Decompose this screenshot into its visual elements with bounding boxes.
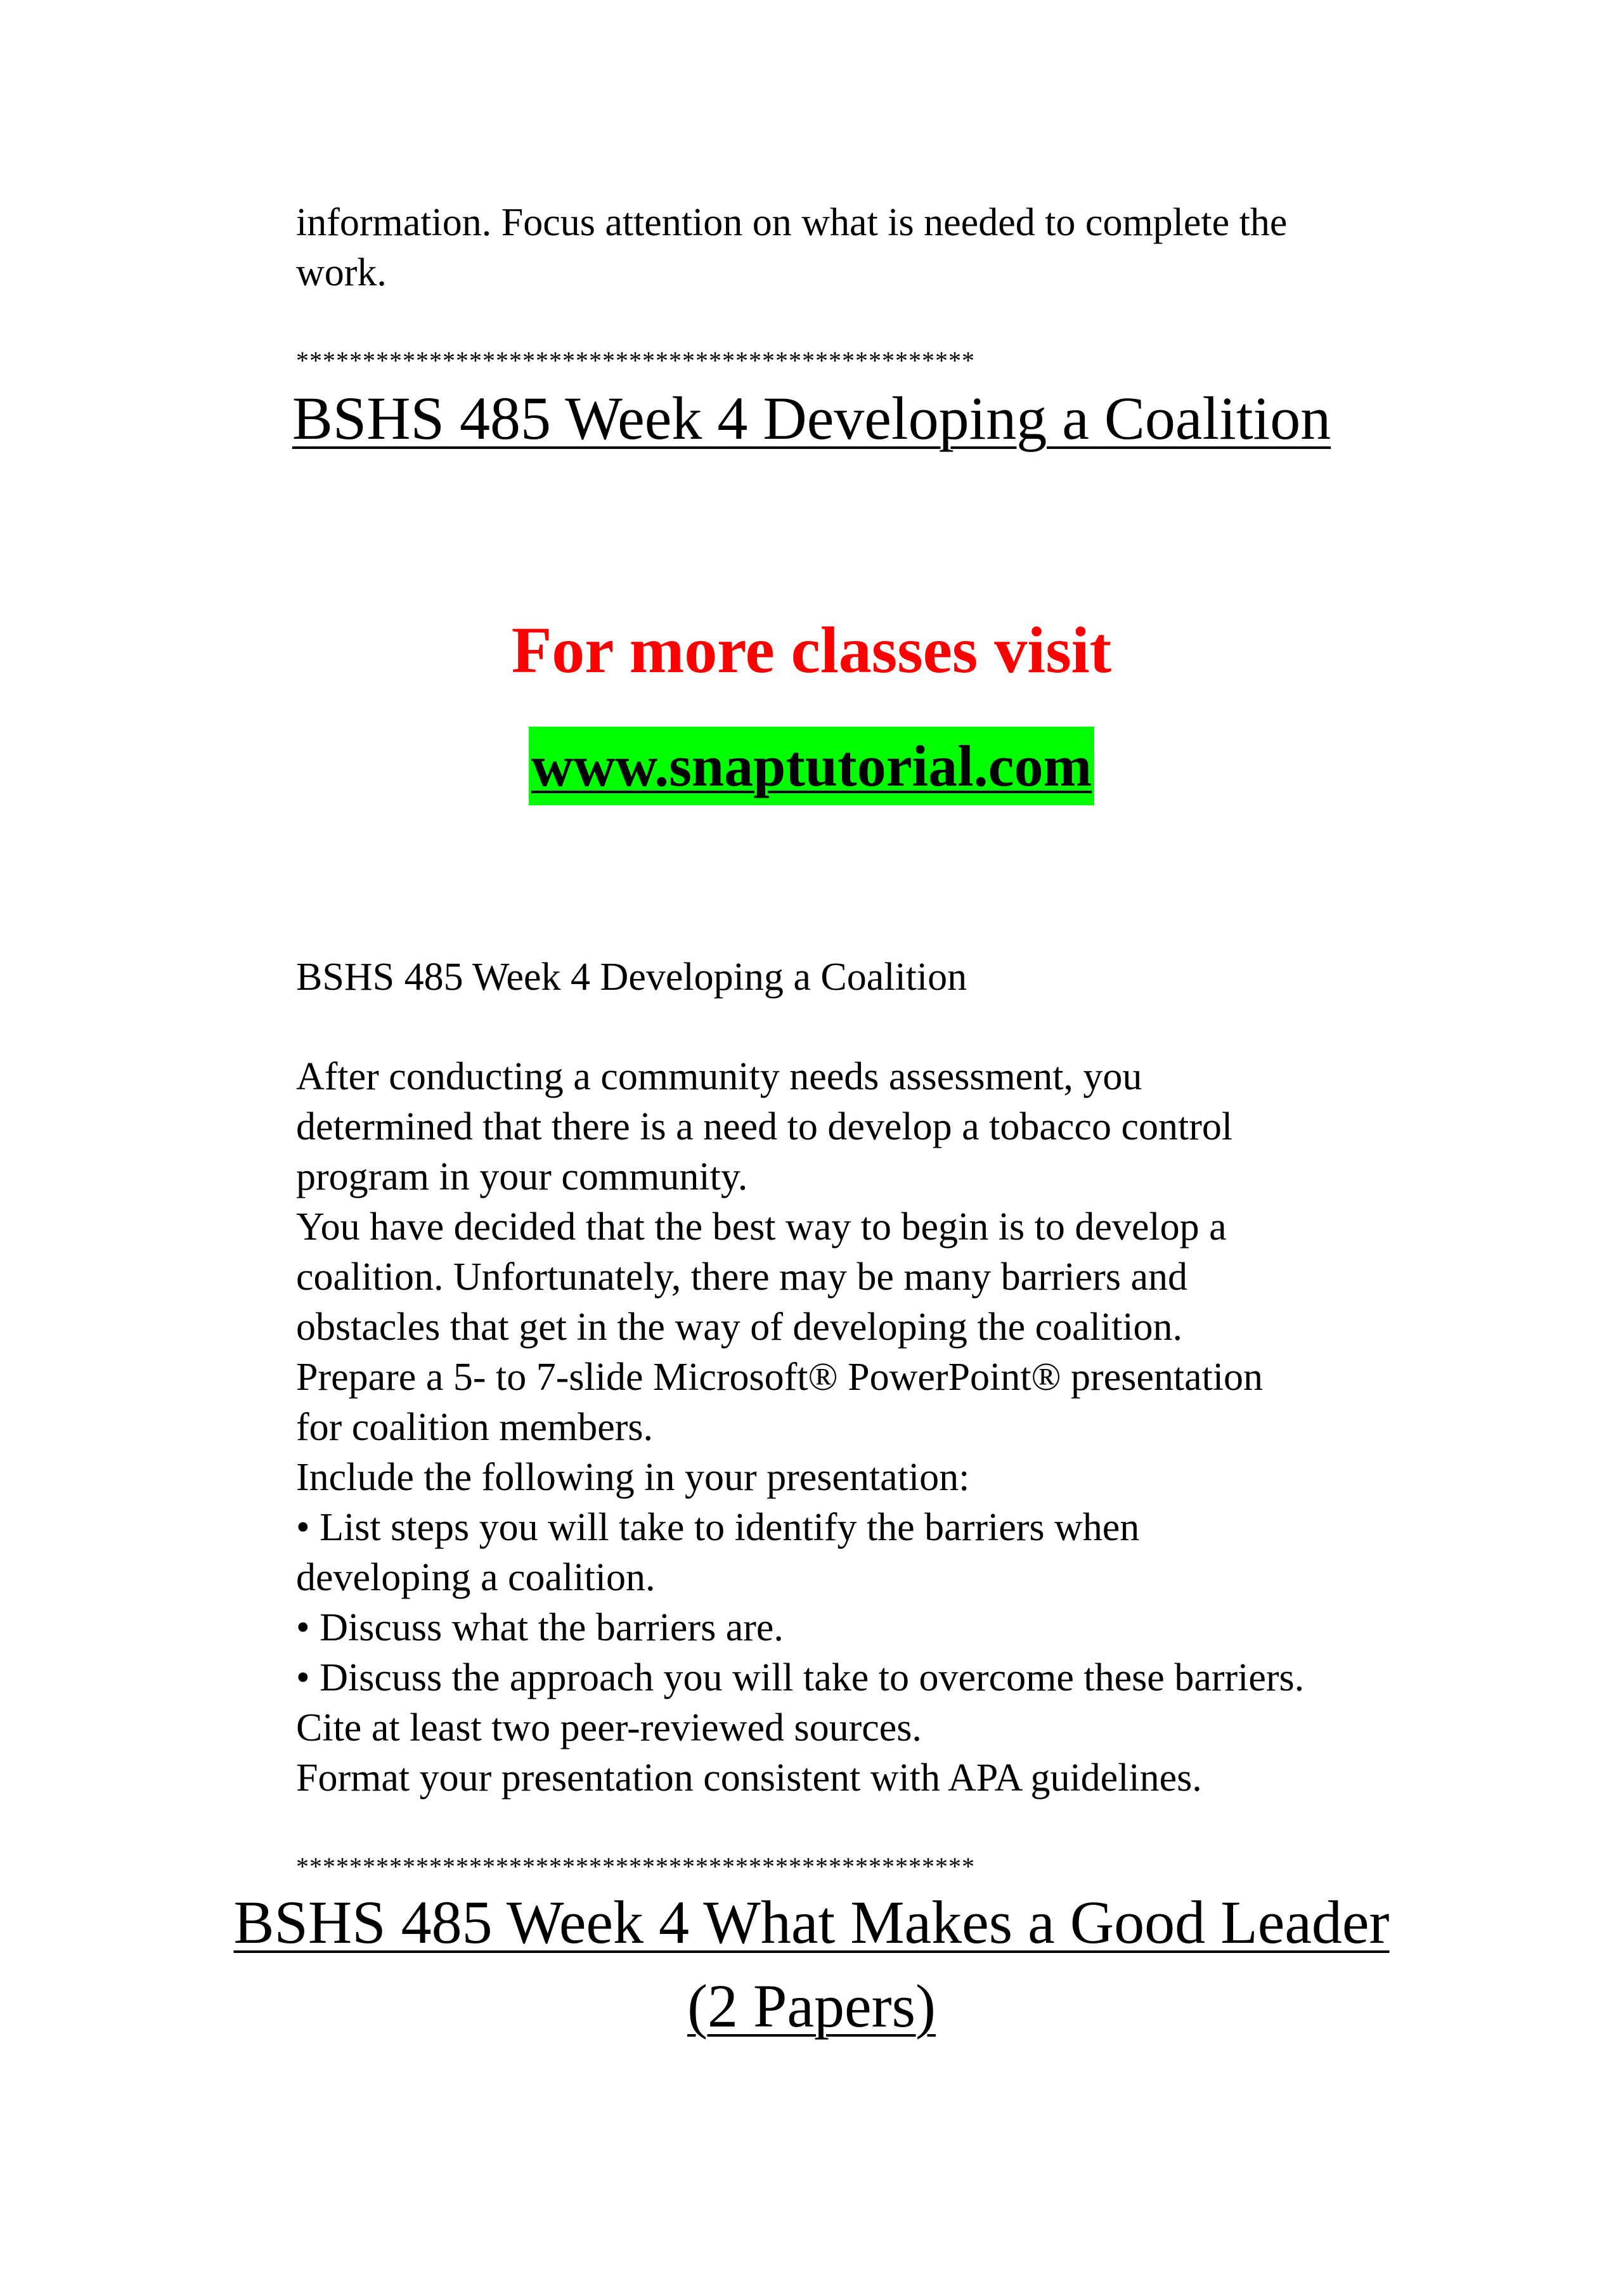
section-body: [296, 1052, 1304, 1803]
paragraph-line: program in your community.: [296, 1155, 748, 1198]
paragraph-line: obstacles that get in the way of developing the coalition.: [296, 1306, 1183, 1349]
separator: ***************************************************: [296, 1852, 975, 1881]
section-heading-link[interactable]: BSHS 485 Week 4 Developing a Coalition: [292, 384, 1331, 452]
paragraph-line: coalition. Unfortunately, there may be many barriers and: [296, 1255, 1187, 1299]
paragraph-line: developing a coalition.: [296, 1556, 656, 1599]
paragraph-line: determined that there is a need to develop a tobacco control: [296, 1105, 1233, 1148]
paragraph-line: work.: [296, 251, 387, 294]
paragraph-line: for coalition members.: [296, 1406, 653, 1449]
section-heading-continued[interactable]: [0, 1971, 1623, 2041]
separator: ***************************************************: [296, 346, 975, 375]
section-heading[interactable]: [0, 1887, 1623, 1957]
paragraph-line: After conducting a community needs assessment, you: [296, 1055, 1142, 1098]
paragraph-line: Prepare a 5- to 7-slide Microsoft® PowerPoint® presentation: [296, 1356, 1264, 1399]
paragraph-line: Cite at least two peer-reviewed sources.: [296, 1706, 922, 1749]
section-heading-link[interactable]: (2 Papers): [687, 1972, 936, 2040]
paragraph-line: Format your presentation consistent with APA guidelines.: [296, 1756, 1202, 1800]
promo-link-container: [0, 727, 1623, 805]
promo-text: For more classes visit: [511, 614, 1112, 687]
bullet-line: • List steps you will take to identify the barriers when: [296, 1506, 1140, 1549]
paragraph-line: You have decided that the best way to begin is to develop a: [296, 1205, 1227, 1249]
section-heading-link[interactable]: BSHS 485 Week 4 What Makes a Good Leader: [233, 1888, 1390, 1956]
promo-link[interactable]: www.snaptutorial.com: [529, 727, 1094, 805]
bullet-line: • Discuss what the barriers are.: [296, 1606, 784, 1649]
paragraph-line: Include the following in your presentation:: [296, 1456, 970, 1499]
bullet-line: • Discuss the approach you will take to overcome these barriers.: [296, 1656, 1305, 1699]
section-title: BSHS 485 Week 4 Developing a Coalition: [296, 956, 967, 999]
section-heading[interactable]: [0, 383, 1623, 453]
paragraph-line: information. Focus attention on what is needed to complete the: [296, 201, 1288, 244]
